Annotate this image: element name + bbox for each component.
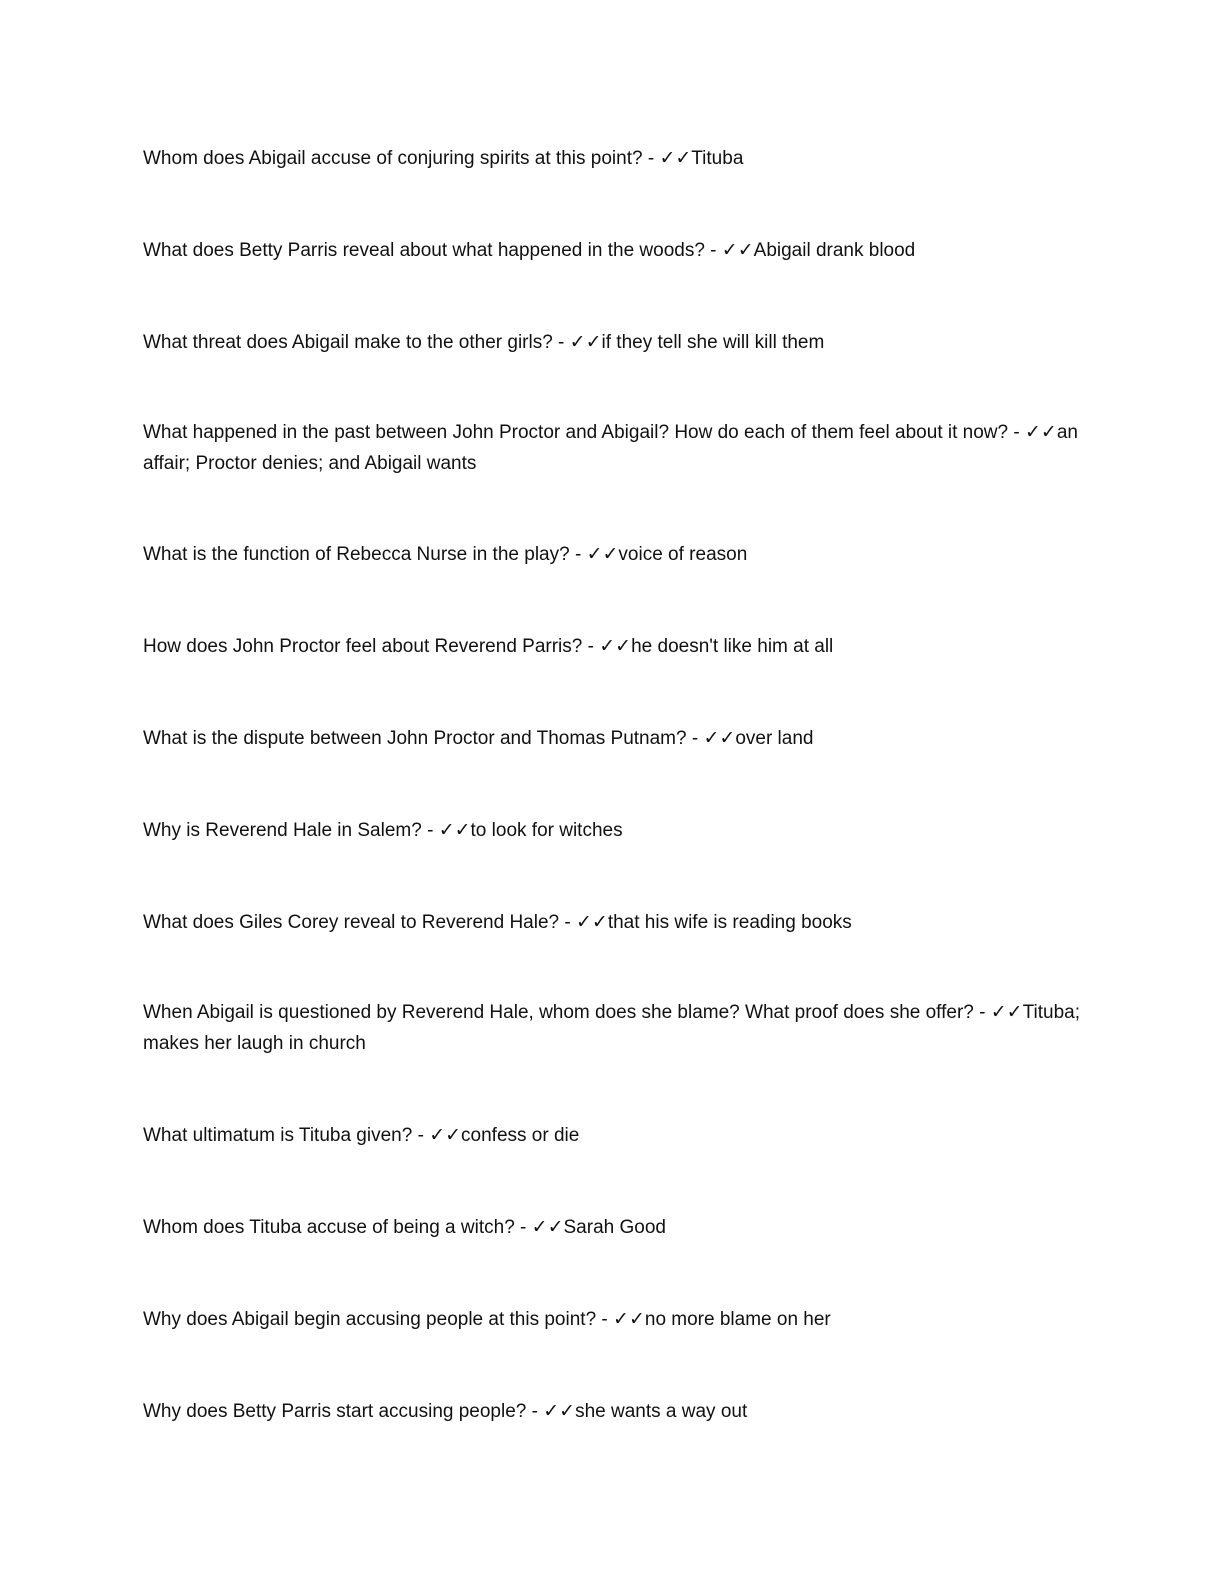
question-text: Whom does Abigail accuse of conjuring spirits at this point? bbox=[143, 148, 643, 169]
question-text: Why does Betty Parris start accusing people? bbox=[143, 1401, 527, 1422]
check-mark-icon: ✓✓ bbox=[543, 1401, 576, 1422]
qa-item bbox=[143, 1396, 1083, 1427]
answer-text: she wants a way out bbox=[575, 1401, 748, 1422]
qa-item bbox=[143, 417, 1083, 479]
separator: - bbox=[526, 1401, 544, 1422]
separator: - bbox=[973, 1002, 991, 1023]
answer-text: to look for witches bbox=[470, 820, 623, 841]
qa-item bbox=[143, 143, 1083, 174]
separator: - bbox=[559, 912, 576, 933]
qa-item bbox=[143, 907, 1083, 938]
question-text: What does Giles Corey reveal to Reverend Hale? bbox=[143, 912, 560, 933]
check-mark-icon: ✓✓ bbox=[990, 1002, 1023, 1023]
check-mark-icon: ✓✓ bbox=[659, 148, 692, 169]
check-mark-icon: ✓✓ bbox=[531, 1217, 564, 1238]
question-text: Why is Reverend Hale in Salem? bbox=[143, 820, 422, 841]
answer-text: Sarah Good bbox=[563, 1217, 666, 1238]
question-text: Why does Abigail begin accusing people at this point? bbox=[143, 1309, 597, 1330]
check-mark-icon: ✓✓ bbox=[586, 544, 619, 565]
separator: - bbox=[514, 1217, 532, 1238]
separator: - bbox=[642, 148, 660, 169]
question-text: What is the function of Rebecca Nurse in the play? bbox=[143, 544, 570, 565]
qa-item bbox=[143, 723, 1083, 754]
qa-item bbox=[143, 997, 1083, 1059]
answer-text: voice of reason bbox=[618, 544, 748, 565]
check-mark-icon: ✓✓ bbox=[429, 1125, 462, 1146]
answer-text: confess or die bbox=[461, 1125, 580, 1146]
separator: - bbox=[1008, 422, 1025, 443]
question-text: Whom does Tituba accuse of being a witch? bbox=[143, 1217, 515, 1238]
separator: - bbox=[686, 728, 704, 749]
qa-item bbox=[143, 327, 1083, 358]
qa-item bbox=[143, 1212, 1083, 1243]
check-mark-icon: ✓✓ bbox=[1024, 422, 1057, 443]
qa-item bbox=[143, 1120, 1083, 1151]
separator: - bbox=[412, 1125, 430, 1146]
answer-text: Tituba bbox=[691, 148, 744, 169]
qa-item bbox=[143, 235, 1083, 266]
answer-text: an affair; Proctor denies; and Abigail wants bbox=[143, 422, 1078, 474]
separator: - bbox=[569, 544, 587, 565]
question-text: How does John Proctor feel about Reverend Parris? bbox=[143, 636, 583, 657]
answer-text: if they tell she will kill them bbox=[601, 332, 825, 353]
question-text: What ultimatum is Tituba given? bbox=[143, 1125, 413, 1146]
question-text: What is the dispute between John Proctor and Thomas Putnam? bbox=[143, 728, 687, 749]
check-mark-icon: ✓✓ bbox=[703, 728, 736, 749]
check-mark-icon: ✓✓ bbox=[438, 820, 471, 841]
check-mark-icon: ✓✓ bbox=[575, 912, 608, 933]
answer-text: over land bbox=[735, 728, 814, 749]
answer-text: no more blame on her bbox=[644, 1309, 831, 1330]
separator: - bbox=[704, 240, 722, 261]
answer-text: that his wife is reading books bbox=[607, 912, 852, 933]
qa-item bbox=[143, 815, 1083, 846]
answer-text: Tituba; makes her laugh in church bbox=[143, 1002, 1080, 1054]
question-text: What does Betty Parris reveal about what happened in the woods? bbox=[143, 240, 705, 261]
qa-item bbox=[143, 539, 1083, 570]
question-text: What threat does Abigail make to the other girls? bbox=[143, 332, 553, 353]
qa-item bbox=[143, 1304, 1083, 1335]
answer-text: he doesn't like him at all bbox=[631, 636, 834, 657]
check-mark-icon: ✓✓ bbox=[569, 332, 602, 353]
separator: - bbox=[552, 332, 570, 353]
question-text: What happened in the past between John Proctor and Abigail? How do each of them feel about it now? bbox=[143, 422, 1009, 443]
separator: - bbox=[596, 1309, 614, 1330]
check-mark-icon: ✓✓ bbox=[599, 636, 632, 657]
check-mark-icon: ✓✓ bbox=[613, 1309, 645, 1330]
separator: - bbox=[582, 636, 600, 657]
question-text: When Abigail is questioned by Reverend Hale, whom does she blame? What proof does she offer? bbox=[143, 1002, 974, 1023]
answer-text: Abigail drank blood bbox=[753, 240, 916, 261]
separator: - bbox=[421, 820, 439, 841]
check-mark-icon: ✓✓ bbox=[721, 240, 754, 261]
qa-item bbox=[143, 631, 1083, 662]
